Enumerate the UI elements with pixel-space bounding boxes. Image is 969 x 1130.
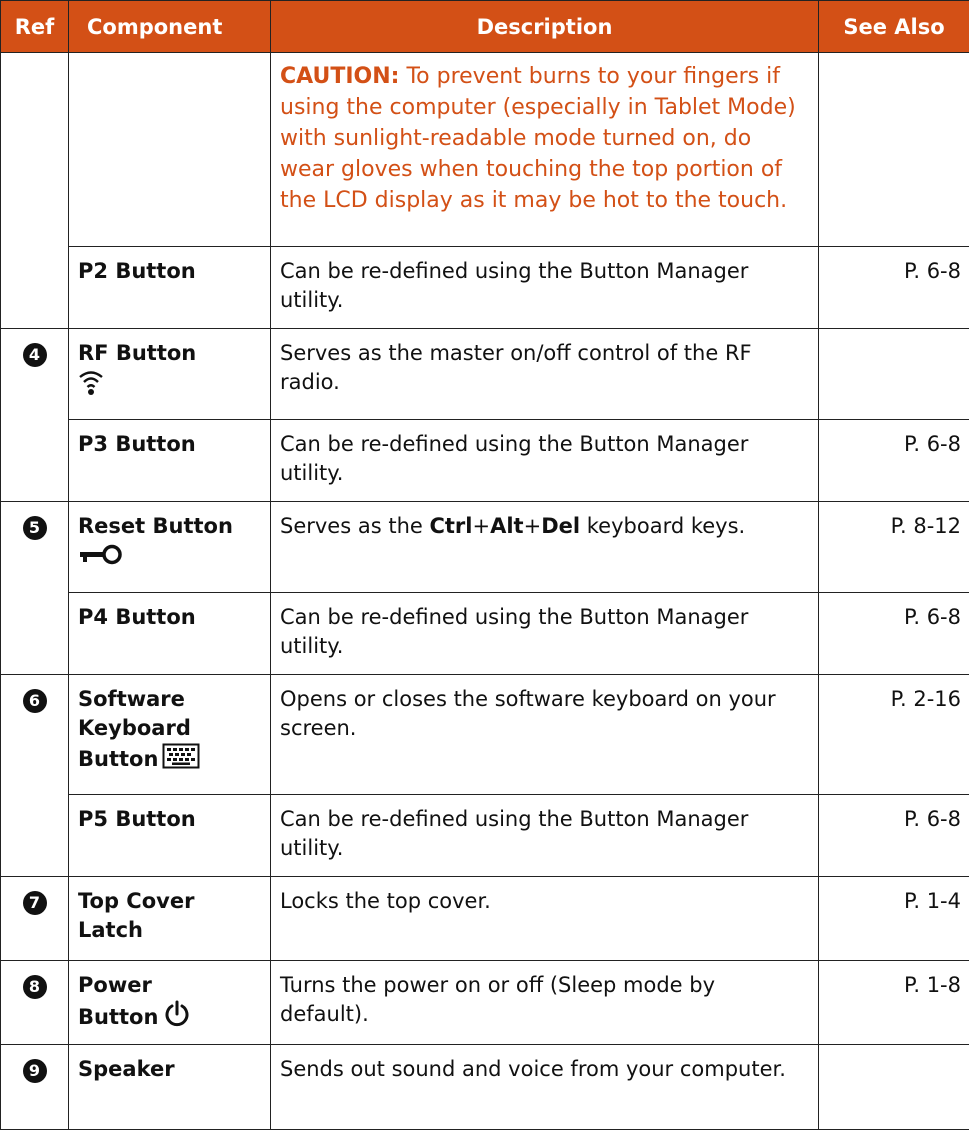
table-row <box>1 247 969 329</box>
component-cell <box>69 53 271 247</box>
ref-number-badge: 7 <box>23 891 47 915</box>
see-also-cell: P. 6-8 <box>819 795 969 877</box>
header-ref: Ref <box>1 1 69 53</box>
plus-sign: + <box>524 514 542 538</box>
description-cell: Can be re-defined using the Button Manager utility. <box>271 795 819 877</box>
ref-number-badge: 8 <box>23 975 47 999</box>
ref-cell <box>1 877 69 961</box>
table-row <box>1 502 969 593</box>
description-cell: Turns the power on or off (Sleep mode by default). <box>271 961 819 1045</box>
component-name: Reset Button <box>78 514 233 538</box>
component-name-line: Software <box>78 687 185 711</box>
caution-cell <box>271 53 819 247</box>
table-row <box>1 329 969 420</box>
component-name-line: Button <box>78 747 158 771</box>
component-name: Speaker <box>69 1045 271 1130</box>
ref-number-badge: 9 <box>23 1059 47 1083</box>
ref-number-badge: 5 <box>23 516 47 540</box>
table-row <box>1 675 969 795</box>
key-alt: Alt <box>490 514 524 538</box>
component-cell <box>69 329 271 420</box>
header-component: Component <box>69 1 271 53</box>
ref-cell <box>1 247 69 329</box>
see-also-cell <box>819 329 969 420</box>
ref-cell <box>1 420 69 502</box>
caution-lead: CAUTION: <box>280 64 399 89</box>
see-also-cell: P. 2-16 <box>819 675 969 795</box>
caution-text: To prevent burns to your fingers if using the computer (especially in Tablet Mode) with sunlight-readable mode turned on, do wear gloves when touching the top portion of the LCD display as it may be hot to the touch. <box>280 64 796 213</box>
key-del: Del <box>541 514 580 538</box>
component-name-line: Power <box>78 973 152 997</box>
table-row <box>1 1045 969 1130</box>
component-cell <box>69 961 271 1045</box>
ref-number-badge: 4 <box>23 343 47 367</box>
ref-cell <box>1 795 69 877</box>
component-name: P2 Button <box>69 247 271 329</box>
see-also-cell: P. 8-12 <box>819 502 969 593</box>
see-also-cell: P. 6-8 <box>819 420 969 502</box>
table-row <box>1 795 969 877</box>
see-also-cell: P. 6-8 <box>819 247 969 329</box>
component-name-line: Keyboard <box>78 716 191 740</box>
ref-cell <box>1 593 69 675</box>
key-ctrl: Ctrl <box>429 514 472 538</box>
ref-cell <box>1 1045 69 1130</box>
table-row <box>1 593 969 675</box>
component-name: P5 Button <box>69 795 271 877</box>
ref-cell <box>1 961 69 1045</box>
see-also-cell <box>819 1045 969 1130</box>
ref-cell <box>1 329 69 420</box>
header-description: Description <box>271 1 819 53</box>
wireless-icon <box>78 368 260 396</box>
description-cell <box>271 502 819 593</box>
plus-sign: + <box>473 514 491 538</box>
component-name: Top Cover Latch <box>69 877 271 961</box>
see-also-cell: P. 1-8 <box>819 961 969 1045</box>
description-cell: Serves as the master on/off control of the RF radio. <box>271 329 819 420</box>
component-cell <box>69 675 271 795</box>
caution-note <box>280 64 796 213</box>
power-icon <box>164 1000 190 1036</box>
key-icon <box>78 541 260 569</box>
component-name-line: Button <box>78 1005 158 1029</box>
description-text: Serves as the <box>280 514 429 538</box>
ref-cell <box>1 675 69 795</box>
caution-row <box>1 53 969 247</box>
table-row <box>1 877 969 961</box>
ref-cell <box>1 53 69 247</box>
description-text: keyboard keys. <box>580 514 745 538</box>
ref-cell <box>1 502 69 593</box>
component-cell <box>69 502 271 593</box>
description-cell: Can be re-defined using the Button Manager utility. <box>271 247 819 329</box>
table-row <box>1 961 969 1045</box>
description-cell: Locks the top cover. <box>271 877 819 961</box>
description-cell: Sends out sound and voice from your computer. <box>271 1045 819 1130</box>
ref-number-badge: 6 <box>23 689 47 713</box>
header-see-also: See Also <box>819 1 969 53</box>
component-name: P3 Button <box>69 420 271 502</box>
description-cell: Can be re-defined using the Button Manager utility. <box>271 593 819 675</box>
description-cell: Opens or closes the software keyboard on your screen. <box>271 675 819 795</box>
component-name: RF Button <box>78 341 196 365</box>
keyboard-icon <box>162 743 200 777</box>
see-also-cell <box>819 53 969 247</box>
component-name: P4 Button <box>69 593 271 675</box>
table-row <box>1 420 969 502</box>
header-row <box>1 1 969 53</box>
see-also-cell: P. 1-4 <box>819 877 969 961</box>
see-also-cell: P. 6-8 <box>819 593 969 675</box>
description-cell: Can be re-defined using the Button Manager utility. <box>271 420 819 502</box>
